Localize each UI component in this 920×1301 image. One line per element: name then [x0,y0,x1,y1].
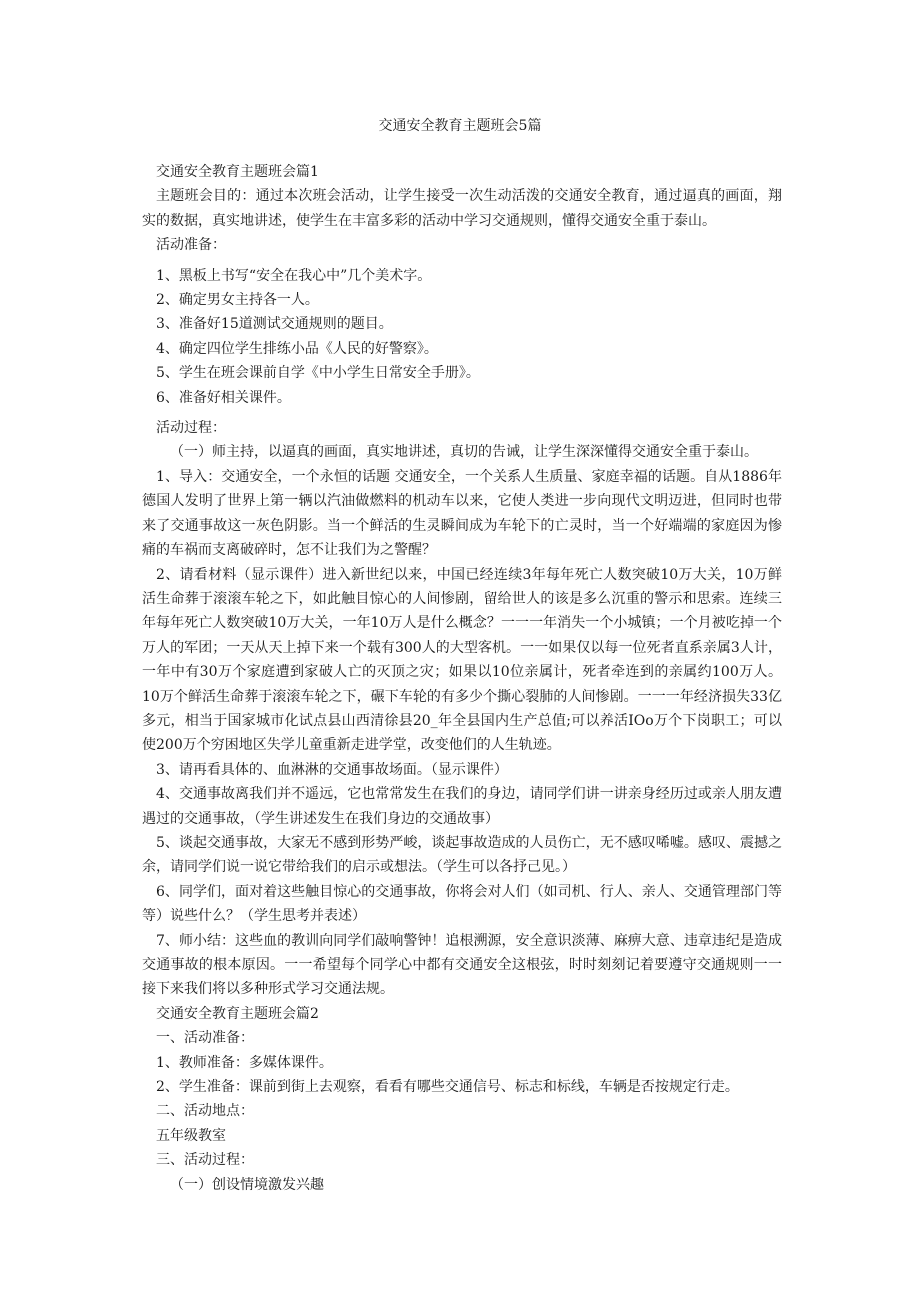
paragraph: 一、活动准备： [156,1030,254,1047]
paragraph: 7、师小结：这些血的教训向同学们敲响警钟！追根溯源，安全意识淡薄、麻痹大意、违章违纪是造成交通事故的根本原因。一一希望每个同学心中都有交通安全这根弦，时时刻刻记着要遵守交通规则一一接下来我们将以多种形式学习交通法规。 [142,932,782,998]
paragraph: 1、黑板上书写“安全在我心中”几个美术字。 [156,267,432,284]
paragraph: 1、教师准备：多媒体课件。 [156,1054,333,1071]
paragraph: 5、学生在班会课前自学《中小学生日常安全手册》。 [156,365,480,382]
paragraph: 2、确定男女主持各一人。 [156,292,319,309]
paragraph: 活动准备： [156,237,226,254]
document-body [142,160,782,1197]
paragraph: 交通安全教育主题班会篇2 [156,1005,319,1022]
paragraph: 主题班会目的：通过本次班会活动，让学生接受一次生动活泼的交通安全教育，通过逼真的画面，翔实的数据，真实地讲述，使学生在丰富多彩的活动中学习交通规则，懂得交通安全重于泰山。 [142,188,782,229]
paragraph: 5、谈起交通事故，大家无不感到形势严峻，谈起事故造成的人员伤亡，无不感叹唏嘘。感叹、震撼之余，请同学们说一说它带给我们的启示或想法。（学生可以各抒己见。） [142,834,782,876]
paragraph: 6、同学们，面对着这些触目惊心的交通事故，你将会对人们（如司机、行人、亲人、交通管理部门等等）说些什么？（学生思考并表述） [142,883,782,925]
document-title: 交通安全教育主题班会5篇 [378,118,542,134]
paragraph: 交通安全教育主题班会篇1 [156,164,319,180]
paragraph: 3、请再看具体的、血淋淋的交通事故场面。（显示课件） [156,761,508,778]
paragraph: 三、活动过程： [156,1152,254,1169]
paragraph: 4、交通事故离我们并不遥远，它也常常发生在我们的身边，请同学们讲一讲亲身经历过或亲人朋友遭遇过的交通事故，（学生讲述发生在我们身边的交通故事） [142,786,782,827]
paragraph: 二、活动地点： [156,1103,254,1120]
paragraph: 4、确定四位学生排练小品《人民的好警察》。 [156,340,438,357]
paragraph: 活动过程： [156,420,226,437]
paragraph: 2、请看材料（显示课件）进入新世纪以来，中国已经连续3年每年死亡人数突破10万大关，10万鲜活生命葬于滚滚车轮之下，如此触目惊心的人间惨剧，留给世人的该是多么沉重的警示和思索。连续三年每年死亡人数突破10万大关，一年10万人是什么概念？一一一年消失一个小城镇；一个月被吃掉一个万人的军团；一天从天上掉下来一个载有300人的大型客机。一一如果仅以每一位死者直系亲属3人计，一年中有30万个家庭遭到家破人亡的灭顶之灾；如果以10位亲属计，死者牵连到的亲属约100万人。10万个鲜活生命葬于滚滚车轮之下，碾下车轮的有多少个撕心裂肺的人间惨剧。一一一年经济损失33亿多元，相当于国家城市化试点县山西清徐县20_年全县国内生产总值;可以养活IOo万个下岗职工；可以使200万个穷困地区失学儿童重新走进学堂，改变他们的人生轨迹。 [142,566,782,754]
paragraph: （一）创设情境激发兴趣 [170,1176,324,1193]
paragraph: 3、准备好15道测试交通规则的题目。 [156,316,393,333]
paragraph: 五年级教室 [156,1127,226,1144]
paragraph: 1、导入：交通安全，一个永恒的话题 交通安全，一个关系人生质量、家庭幸福的话题。自从1886年德国人发明了世界上第一辆以汽油做燃料的机动车以来，它使人类进一步向现代文明迈进，但同时也带来了交通事故这一灰色阴影。当一个鲜活的生灵瞬间成为车轮下的亡灵时，当一个好端端的家庭因为惨痛的车祸而支离破碎时，怎不让我们为之警醒？ [142,468,782,559]
paragraph: 6、准备好相关课件。 [156,389,291,406]
paragraph: （一）师主持，以逼真的画面，真实地讲述，真切的告诫，让学生深深懂得交通安全重于泰山。 [170,444,758,461]
paragraph: 2、学生准备：课前到街上去观察，看看有哪些交通信号、标志和标线，车辆是否按规定行走。 [156,1079,739,1096]
